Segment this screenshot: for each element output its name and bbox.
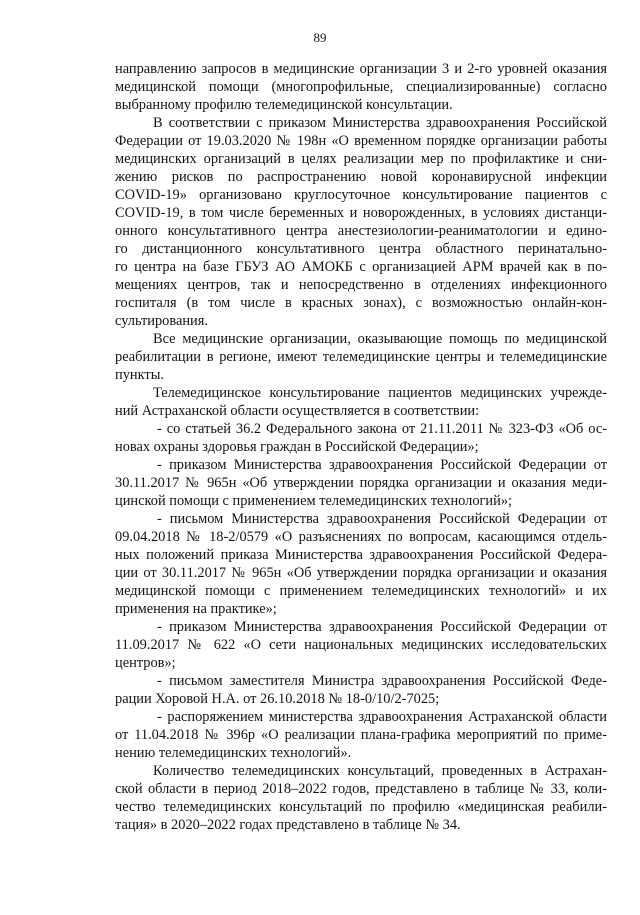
paragraph: [115, 510, 607, 618]
text-line: госпиталя (в том числе в красных зонах), с возможностью онлайн-кон-: [115, 295, 607, 311]
paragraph: [115, 762, 607, 834]
text-line: медицинских организаций в целях реализации мер по профилактике и сни-: [115, 151, 607, 167]
text-line: го центра на базе ГБУЗ АО АМОКБ с организацией АРМ врачей как в по-: [115, 259, 607, 275]
text-line: - распоряжением министерства здравоохранения Астраханской области: [157, 709, 607, 725]
text-line: реабилитации в регионе, имеют телемедицинские центры и телемедицинские: [115, 349, 607, 365]
text-line: ний Астраханской области осуществляется в соответствии:: [115, 403, 480, 419]
text-line: выбранному профилю телемедицинской консультации.: [115, 97, 453, 113]
text-line: жению рисков по распространению новой коронавирусной инфекции: [115, 169, 607, 185]
paragraph: [115, 456, 607, 510]
text-line: Количество телемедицинских консультаций, проведенных в Астрахан-: [153, 763, 607, 779]
paragraph: [115, 60, 607, 114]
paragraph: [115, 114, 607, 330]
text-line: 11.09.2017 № 622 «О сети национальных медицинских исследовательских: [115, 637, 607, 653]
text-line: цинской помощи с применением телемедицинских технологий»;: [115, 493, 513, 509]
text-line: направлению запросов в медицинские организации 3 и 2-го уровней оказания: [115, 61, 607, 77]
text-line: - со статьей 36.2 Федерального закона от 21.11.2011 № 323-ФЗ «Об ос-: [157, 421, 607, 437]
paragraph: [115, 384, 607, 420]
text-line: медицинской помощи (многопрофильные, специализированные) согласно: [115, 79, 607, 95]
text-line: - приказом Министерства здравоохранения Российской Федерации от: [157, 457, 607, 473]
page-number: 89: [313, 30, 327, 45]
document-body: [115, 60, 607, 834]
text-line: онного консультативного центра анестезиологии-реаниматологии и едино-: [115, 223, 607, 239]
text-line: COVID-19» организовано круглосуточное консультирование пациентов с: [115, 187, 607, 203]
text-line: центров»;: [115, 655, 176, 671]
text-line: Телемедицинское консультирование пациентов медицинских учрежде-: [153, 385, 607, 401]
text-line: го дистанционного консультативного центра областного перинатально-: [115, 241, 607, 257]
text-line: пункты.: [115, 367, 164, 383]
text-line: В соответствии с приказом Министерства здравоохранения Российской: [153, 115, 607, 131]
text-line: мещениях центров, так и непосредственно в отделениях инфекционного: [115, 277, 607, 293]
text-line: чество телемедицинских консультаций по профилю «медицинская реабили-: [115, 799, 607, 815]
text-line: новах охраны здоровья граждан в Российской Федерации»;: [115, 439, 479, 455]
text-line: Все медицинские организации, оказывающие помощь по медицинской: [153, 331, 607, 347]
text-line: Федерации от 19.03.2020 № 198н «О временном порядке организации работы: [115, 133, 607, 149]
paragraph: [115, 618, 607, 672]
text-line: ции от 30.11.2017 № 965н «Об утверждении порядка организации и оказания: [115, 565, 607, 581]
text-line: сультирования.: [115, 313, 208, 329]
text-line: медицинской помощи с применением телемедицинских технологий» и их: [115, 583, 607, 599]
paragraph: [115, 708, 607, 762]
text-line: - письмом заместителя Министра здравоохранения Российской Феде-: [157, 673, 607, 689]
text-line: 09.04.2018 № 18-2/0579 «О разъяснениях по вопросам, касающимся отдель-: [115, 529, 607, 545]
paragraph: [115, 672, 607, 708]
text-line: 30.11.2017 № 965н «Об утверждении порядка организации и оказания меди-: [115, 475, 607, 491]
text-line: рации Хоровой Н.А. от 26.10.2018 № 18-0/10/2-7025;: [115, 691, 440, 707]
text-line: COVID-19, в том числе беременных и новорожденных, в условиях дистанци-: [115, 205, 607, 221]
text-line: тация» в 2020–2022 годах представлено в таблице № 34.: [115, 817, 461, 833]
text-line: нению телемедицинских технологий».: [115, 745, 352, 761]
paragraph: [115, 420, 607, 456]
text-line: от 11.04.2018 № 396р «О реализации плана-графика мероприятий по приме-: [115, 727, 607, 743]
text-line: - письмом Министерства здравоохранения Российской Федерации от: [157, 511, 607, 527]
text-line: применения на практике»;: [115, 601, 277, 617]
text-line: ных положений приказа Министерства здравоохранения Российской Федера-: [115, 547, 607, 563]
text-line: - приказом Министерства здравоохранения Российской Федерации от: [157, 619, 607, 635]
text-line: ской области в период 2018–2022 годов, представлено в таблице № 33, коли-: [115, 781, 607, 797]
paragraph: [115, 330, 607, 384]
